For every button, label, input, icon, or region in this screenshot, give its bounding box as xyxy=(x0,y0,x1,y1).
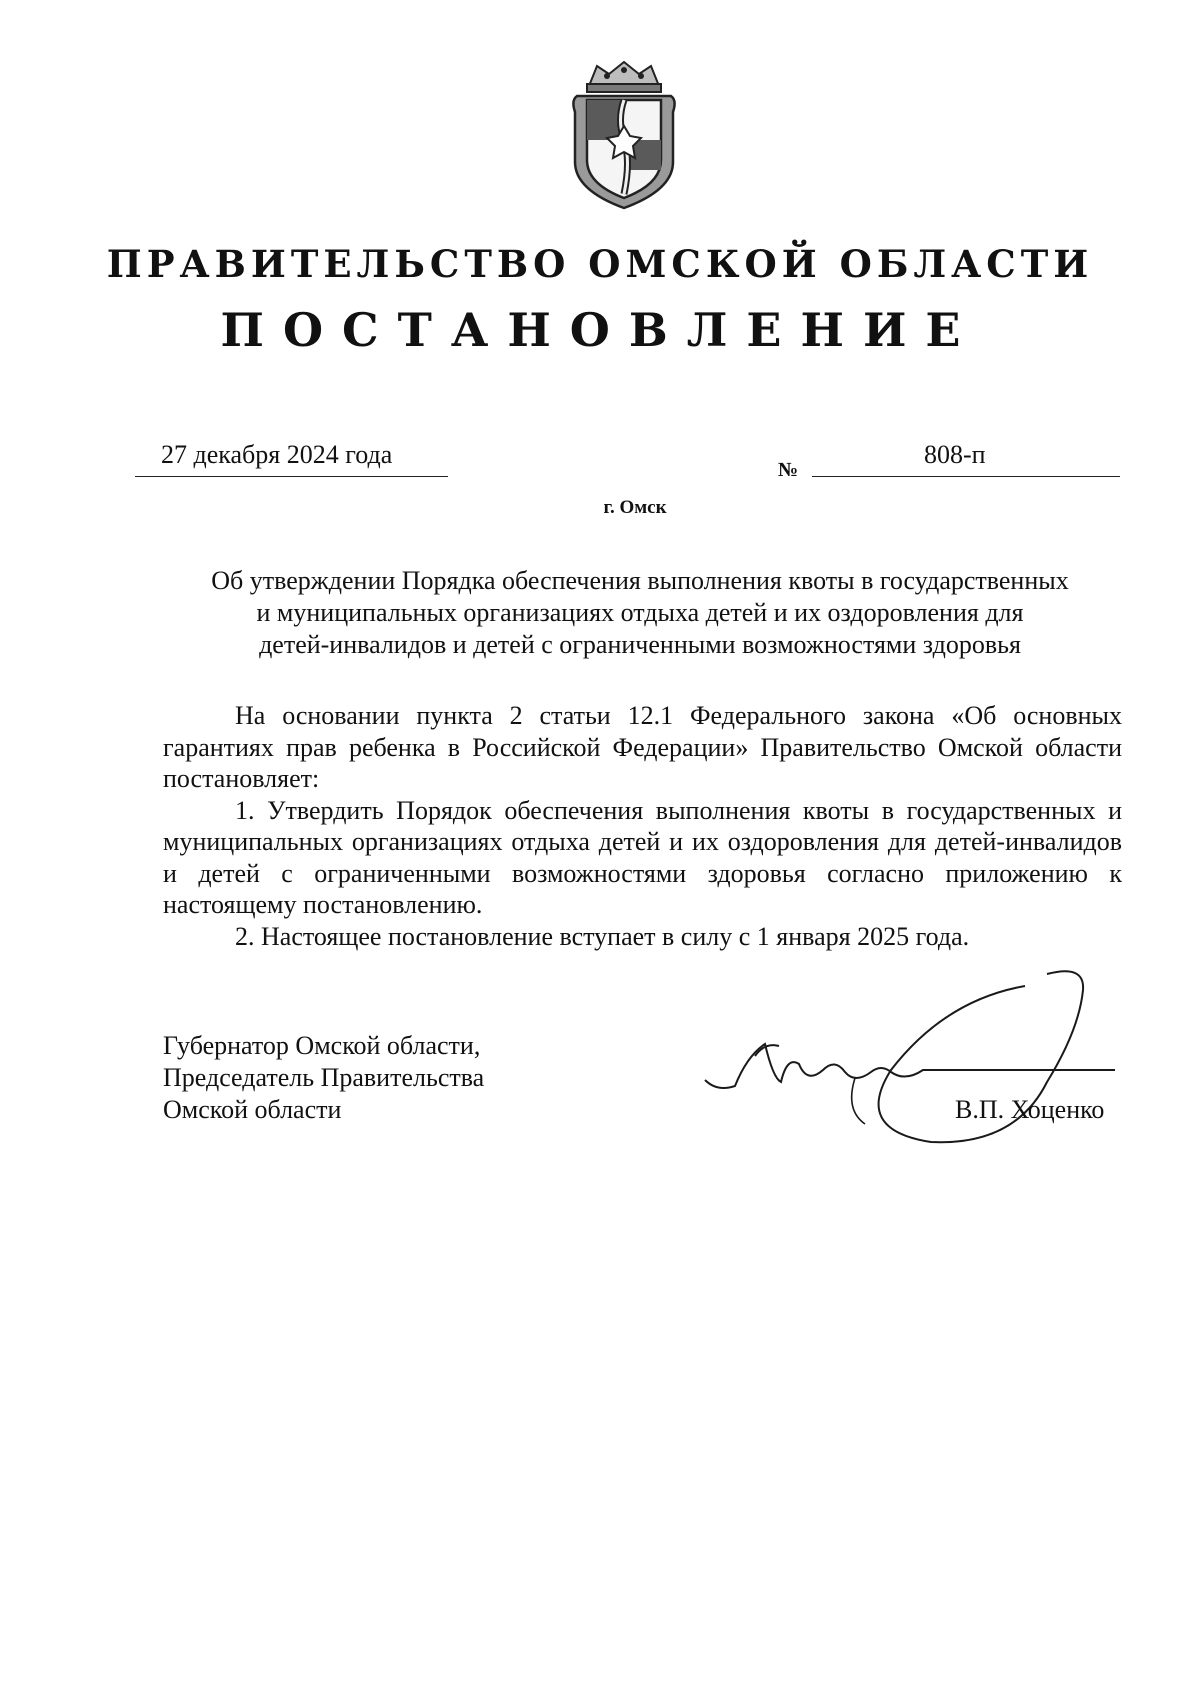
document-date-field xyxy=(135,440,448,477)
document-subject xyxy=(160,565,1120,661)
signer-position-line: Губернатор Омской области, xyxy=(163,1031,481,1060)
item-1-paragraph: 1. Утвердить Порядок обеспечения выполнения квоты в государственных и муниципальных организациях отдыха детей и их оздоровления для детей-инвалидов и детей с ограниченными возможностями здоровья согласно приложению к настоящему постановлению. xyxy=(163,795,1122,919)
document-number-field xyxy=(812,440,1120,477)
document-body xyxy=(163,700,1122,952)
signer-position-line: Председатель Правительства xyxy=(163,1063,485,1092)
subject-line: Об утверждении Порядка обеспечения выполнения квоты в государственных xyxy=(211,566,1069,595)
subject-line: и муниципальных организациях отдыха детей и их оздоровления для xyxy=(256,598,1024,627)
document-number: 808-п xyxy=(924,440,986,469)
city-label: г. Омск xyxy=(603,497,667,518)
preamble-paragraph: На основании пункта 2 статьи 12.1 Федерального закона «Об основных гарантиях прав ребенка в Российской Федерации» Правительство Омской области постановляет: xyxy=(163,701,1122,793)
organization-title: ПРАВИТЕЛЬСТВО ОМСКОЙ ОБЛАСТИ xyxy=(106,242,1094,286)
signer-name: В.П. Хоценко xyxy=(955,1095,1105,1124)
subject-line: детей-инвалидов и детей с ограниченными возможностями здоровья xyxy=(259,630,1021,659)
number-sign-label: № xyxy=(778,459,799,481)
coat-of-arms-icon xyxy=(567,60,681,210)
signer-position-line: Омской области xyxy=(163,1095,342,1124)
document-date: 27 декабря 2024 года xyxy=(161,440,393,469)
document-type-heading: ПОСТАНОВЛЕНИЕ xyxy=(220,303,980,357)
item-2-paragraph: 2. Настоящее постановление вступает в силу с 1 января 2025 года. xyxy=(235,921,970,951)
signer-position xyxy=(163,1030,484,1126)
